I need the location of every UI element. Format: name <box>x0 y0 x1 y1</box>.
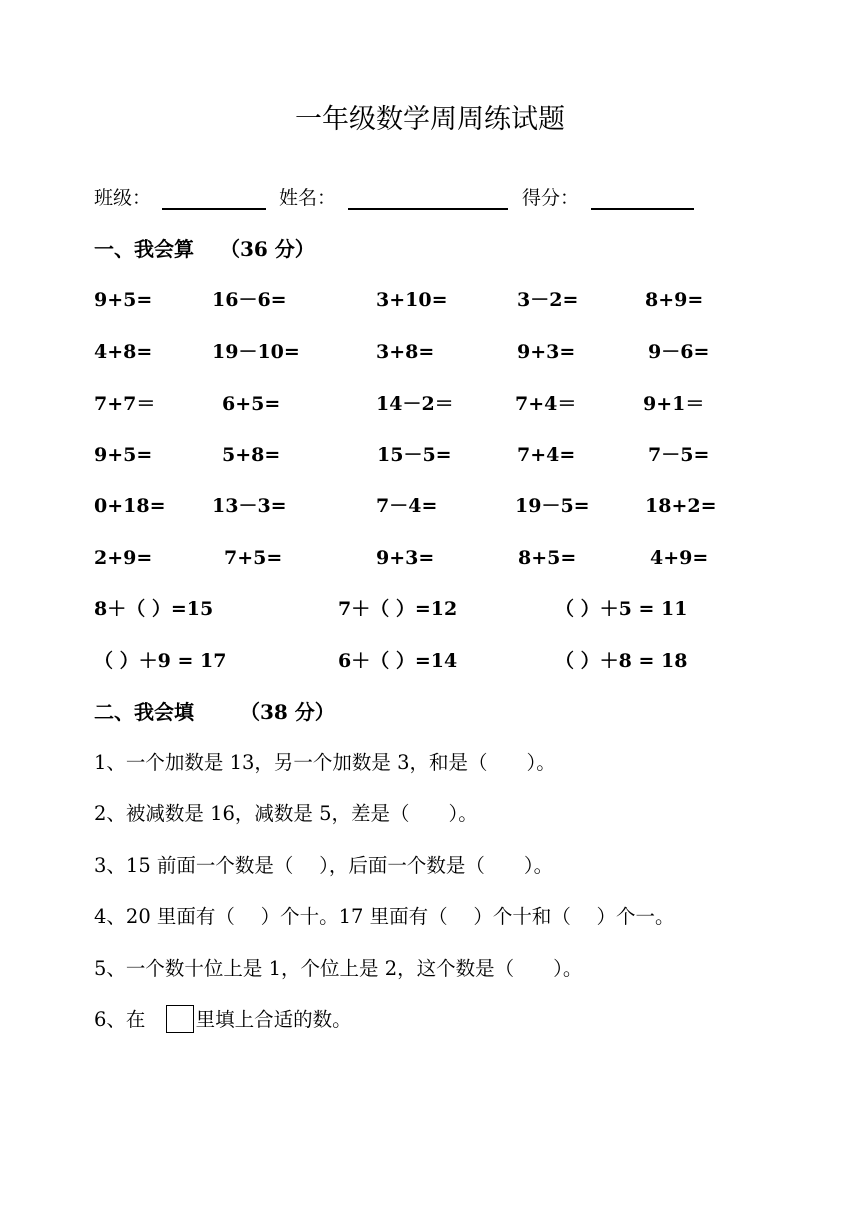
class-label: 班级： <box>94 187 152 209</box>
equation: 8+9= <box>645 289 704 311</box>
section-1-title: 一、我会算 <box>94 237 194 261</box>
equation: 6+5= <box>222 393 281 415</box>
blank-equation: 8＋（ ）=15 <box>94 598 214 620</box>
fill-question-1: 1、一个加数是 13，另一个加数是 3，和是（ ）。 <box>94 751 556 774</box>
equation: 5+8= <box>222 444 281 466</box>
answer-box[interactable] <box>166 1005 194 1033</box>
section-2-title: 二、我会填 <box>94 700 194 724</box>
section-2-heading <box>94 697 335 727</box>
fill-question-3: 3、15 前面一个数是（ ），后面一个数是（ ）。 <box>94 854 554 877</box>
equation: 9－6= <box>648 341 710 363</box>
equation: 4+9= <box>650 547 709 569</box>
equation: 0+18= <box>94 495 166 517</box>
equation: 19－5= <box>515 495 590 517</box>
section-1-points: （36 分） <box>220 237 315 261</box>
equation: 18+2= <box>645 495 717 517</box>
fill-question-5: 5、一个数十位上是 1，个位上是 2，这个数是（ ）。 <box>94 957 583 980</box>
equation: 13－3= <box>212 495 287 517</box>
equation: 3+8= <box>376 341 435 363</box>
equation: 9+5= <box>94 444 153 466</box>
name-label: 姓名： <box>279 187 337 209</box>
equation: 14－2＝ <box>376 393 454 415</box>
equation: 7－5= <box>648 444 710 466</box>
section-2-points: （38 分） <box>240 700 335 724</box>
equation: 8+5= <box>518 547 577 569</box>
fill-question-4: 4、20 里面有（ ）个十。17 里面有（ ）个十和（ ）个一。 <box>94 905 675 928</box>
equation: 7－4= <box>376 495 438 517</box>
equation: 15－5= <box>377 444 452 466</box>
blank-equation: 7＋（ ）=12 <box>338 598 458 620</box>
equation: 4+8= <box>94 341 153 363</box>
name-blank[interactable] <box>348 208 508 210</box>
page-title: 一年级数学周周练试题 <box>295 104 565 135</box>
fill-question-6 <box>94 1003 352 1037</box>
equation: 7+5= <box>224 547 283 569</box>
equation: 2+9= <box>94 547 153 569</box>
blank-equation: （ ）＋8 = 18 <box>555 650 688 672</box>
equation: 19－10= <box>212 341 300 363</box>
equation: 3+10= <box>376 289 448 311</box>
equation: 7+7＝ <box>94 393 156 415</box>
equation: 7+4＝ <box>515 393 577 415</box>
equation: 9+3= <box>517 341 576 363</box>
equation: 9+1＝ <box>643 393 705 415</box>
question-6-suffix: 里填上合适的数。 <box>195 1008 352 1031</box>
equation: 9+3= <box>376 547 435 569</box>
score-label: 得分： <box>522 187 580 209</box>
equation: 16－6= <box>212 289 287 311</box>
equation: 7+4= <box>517 444 576 466</box>
blank-equation: （ ）＋5 = 11 <box>555 598 688 620</box>
question-6-prefix: 6、在 <box>94 1008 146 1031</box>
section-1-heading <box>94 234 315 264</box>
class-blank[interactable] <box>162 208 266 210</box>
blank-equation: （ ）＋9 = 17 <box>94 650 227 672</box>
equation: 3－2= <box>517 289 579 311</box>
fill-question-2: 2、被减数是 16，减数是 5，差是（ ）。 <box>94 802 478 825</box>
blank-equation: 6＋（ ）=14 <box>338 650 458 672</box>
equation: 9+5= <box>94 289 153 311</box>
score-blank[interactable] <box>591 208 694 210</box>
